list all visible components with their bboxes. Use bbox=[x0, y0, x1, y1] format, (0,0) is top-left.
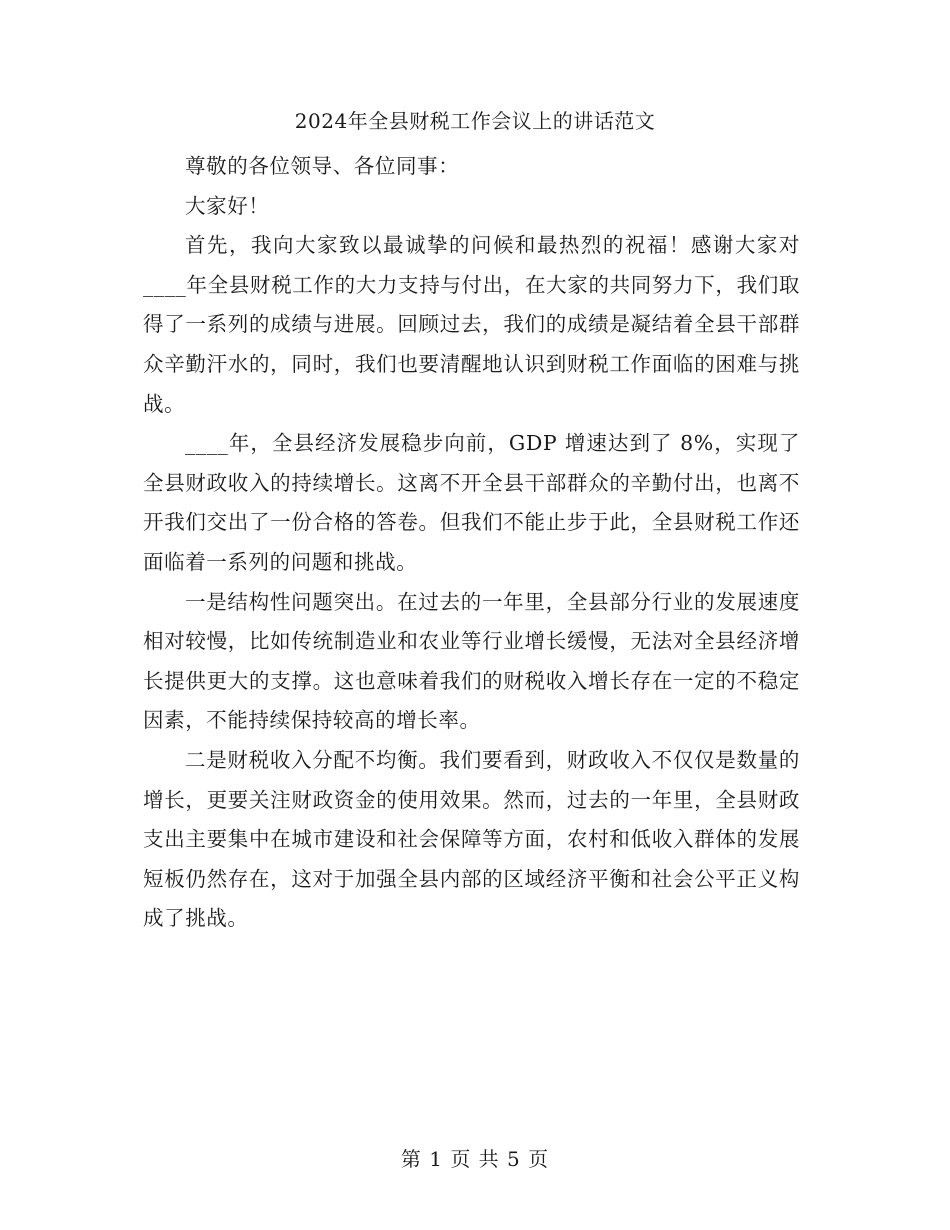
salutation: 尊敬的各位领导、各位同事： bbox=[185, 154, 460, 178]
paragraph-distribution-issue: 二是财税收入分配不均衡。我们要看到，财政收入不仅仅是数量的增长，更要关注财政资金的使用效果。然而，过去的一年里，全县财政支出主要集中在城市建设和社会保障等方面，农村和低收入群体的发展短板仍然存在，这对于加强全县内部的区域经济平衡和社会公平正义构成了挑战。 bbox=[143, 747, 800, 931]
page-footer: 第 1 页 共 5 页 bbox=[400, 1147, 550, 1171]
paragraph-economy: ____年，全县经济发展稳步向前，GDP 增速达到了 8%，实现了全县财政收入的持续增长。这离不开全县干部群众的辛勤付出，也离不开我们交出了一份合格的答卷。但我们不能止步于此，全县财税工作还面临着一系列的问题和挑战。 bbox=[143, 431, 800, 574]
greeting: 大家好！ bbox=[185, 193, 270, 218]
paragraph-opening: 首先，我向大家致以最诚挚的问候和最热烈的祝福！感谢大家对____年全县财税工作的大力支持与付出，在大家的共同努力下，我们取得了一系列的成绩与进展。回顾过去，我们的成绩是凝结着全县干部群众辛勤汗水的，同时，我们也要清醒地认识到财税工作面临的困难与挑战。 bbox=[143, 233, 800, 416]
paragraph-structural-issue: 一是结构性问题突出。在过去的一年里，全县部分行业的发展速度相对较慢，比如传统制造业和农业等行业增长缓慢，无法对全县经济增长提供更大的支撑。这也意味着我们的财税收入增长存在一定的不稳定因素，不能持续保持较高的增长率。 bbox=[143, 589, 800, 733]
document-title: 2024年全县财税工作会议上的讲话范文 bbox=[294, 109, 656, 133]
document-body bbox=[143, 147, 800, 939]
